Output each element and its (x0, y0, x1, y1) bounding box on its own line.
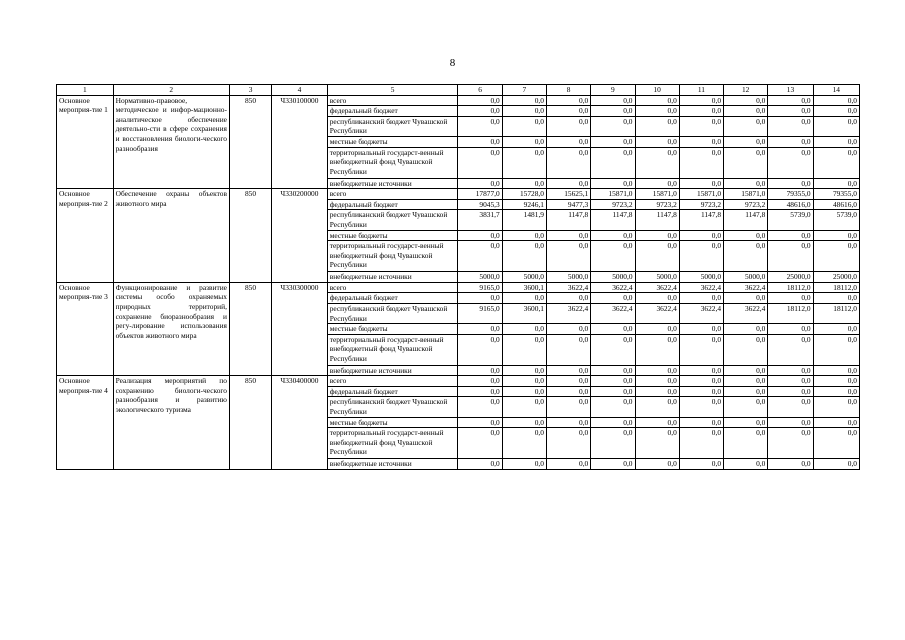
value-cell: 0,0 (813, 178, 859, 189)
value-cell: 0,0 (724, 334, 768, 365)
value-cell: 0,0 (591, 376, 635, 387)
value-cell: 0,0 (502, 428, 546, 459)
code-cell: Ч330200000 (272, 189, 328, 283)
header-cell: 11 (679, 85, 723, 96)
funding-source-cell: всего (327, 376, 458, 387)
value-cell: 5000,0 (458, 272, 502, 283)
value-cell: 0,0 (546, 147, 590, 178)
value-cell: 0,0 (635, 106, 679, 117)
funding-source-cell: территориальный государст-венный внебюджетный фонд Чувашской Республики (327, 147, 458, 178)
value-cell: 0,0 (768, 428, 813, 459)
grbs-cell: 850 (229, 95, 271, 189)
table-row (57, 376, 860, 387)
value-cell: 0,0 (591, 178, 635, 189)
value-cell: 25000,0 (768, 272, 813, 283)
value-cell: 9165,0 (458, 303, 502, 323)
value-cell: 0,0 (591, 106, 635, 117)
header-cell: 7 (502, 85, 546, 96)
funding-source-cell: территориальный государст-венный внебюджетный фонд Чувашской Республики (327, 334, 458, 365)
value-cell: 0,0 (502, 417, 546, 428)
value-cell: 0,0 (724, 178, 768, 189)
event-title-cell: Реализация мероприятий по сохранению биологи-ческого разнообразия и развитию экологического туризма (113, 376, 229, 470)
value-cell: 0,0 (768, 147, 813, 178)
value-cell: 0,0 (458, 324, 502, 335)
header-cell: 1 (57, 85, 114, 96)
funding-source-cell: территориальный государст-венный внебюджетный фонд Чувашской Республики (327, 428, 458, 459)
value-cell: 3622,4 (724, 303, 768, 323)
value-cell: 15871,0 (724, 189, 768, 200)
table-row (57, 282, 860, 293)
value-cell: 0,0 (591, 459, 635, 470)
value-cell: 5739,0 (768, 210, 813, 230)
value-cell: 0,0 (679, 417, 723, 428)
value-cell: 25000,0 (813, 272, 859, 283)
code-cell: Ч330400000 (272, 376, 328, 470)
event-title-cell: Нормативно-правовое, методическое и инфор-мационно-аналитическое обеспечение деятельно-сти в сфере сохранения и восстановления биологи-ческого разнообразия (113, 95, 229, 189)
value-cell: 0,0 (768, 459, 813, 470)
value-cell: 0,0 (768, 106, 813, 117)
value-cell: 15728,0 (502, 189, 546, 200)
value-cell: 0,0 (591, 293, 635, 304)
header-cell: 4 (272, 85, 328, 96)
value-cell: 0,0 (679, 147, 723, 178)
value-cell: 0,0 (458, 397, 502, 417)
value-cell: 0,0 (591, 116, 635, 136)
value-cell: 0,0 (724, 106, 768, 117)
value-cell: 3831,7 (458, 210, 502, 230)
value-cell: 15871,0 (679, 189, 723, 200)
value-cell: 3622,4 (635, 282, 679, 293)
value-cell: 0,0 (635, 230, 679, 241)
header-cell: 8 (546, 85, 590, 96)
value-cell: 0,0 (679, 95, 723, 106)
value-cell: 0,0 (502, 334, 546, 365)
value-cell: 0,0 (502, 147, 546, 178)
event-name-cell: Основное мероприя-тие 3 (57, 282, 114, 376)
value-cell: 9246,1 (502, 199, 546, 210)
budget-table (56, 84, 860, 470)
value-cell: 0,0 (546, 397, 590, 417)
value-cell: 0,0 (679, 365, 723, 376)
value-cell: 0,0 (813, 136, 859, 147)
value-cell: 0,0 (635, 136, 679, 147)
value-cell: 0,0 (591, 417, 635, 428)
value-cell: 0,0 (546, 386, 590, 397)
value-cell: 0,0 (458, 136, 502, 147)
value-cell: 5000,0 (724, 272, 768, 283)
funding-source-cell: республиканский бюджет Чувашской Республики (327, 397, 458, 417)
value-cell: 15871,0 (635, 189, 679, 200)
value-cell: 0,0 (591, 365, 635, 376)
value-cell: 5000,0 (546, 272, 590, 283)
header-cell: 14 (813, 85, 859, 96)
value-cell: 5000,0 (502, 272, 546, 283)
value-cell: 0,0 (813, 106, 859, 117)
value-cell: 0,0 (768, 365, 813, 376)
value-cell: 0,0 (679, 230, 723, 241)
funding-source-cell: республиканский бюджет Чувашской Республики (327, 116, 458, 136)
event-name-cell: Основное мероприя-тие 4 (57, 376, 114, 470)
value-cell: 0,0 (679, 324, 723, 335)
value-cell: 0,0 (502, 178, 546, 189)
value-cell: 0,0 (502, 136, 546, 147)
value-cell: 0,0 (458, 293, 502, 304)
value-cell: 5000,0 (591, 272, 635, 283)
value-cell: 0,0 (635, 365, 679, 376)
value-cell: 0,0 (502, 376, 546, 387)
value-cell: 9477,3 (546, 199, 590, 210)
value-cell: 0,0 (546, 365, 590, 376)
value-cell: 0,0 (724, 147, 768, 178)
value-cell: 0,0 (546, 293, 590, 304)
header-cell: 13 (768, 85, 813, 96)
value-cell: 0,0 (813, 116, 859, 136)
value-cell: 0,0 (591, 95, 635, 106)
funding-source-cell: местные бюджеты (327, 324, 458, 335)
funding-source-cell: федеральный бюджет (327, 386, 458, 397)
funding-source-cell: внебюджетные источники (327, 178, 458, 189)
value-cell: 0,0 (502, 293, 546, 304)
value-cell: 0,0 (724, 428, 768, 459)
value-cell: 0,0 (635, 417, 679, 428)
event-name-cell: Основное мероприя-тие 2 (57, 189, 114, 283)
value-cell: 9165,0 (458, 282, 502, 293)
value-cell: 0,0 (768, 241, 813, 272)
value-cell: 0,0 (813, 334, 859, 365)
value-cell: 0,0 (813, 95, 859, 106)
value-cell: 9723,2 (679, 199, 723, 210)
value-cell: 17877,0 (458, 189, 502, 200)
value-cell: 0,0 (458, 376, 502, 387)
value-cell: 0,0 (813, 293, 859, 304)
value-cell: 0,0 (635, 95, 679, 106)
grbs-cell: 850 (229, 282, 271, 376)
value-cell: 5000,0 (679, 272, 723, 283)
value-cell: 0,0 (458, 334, 502, 365)
event-name-cell: Основное мероприя-тие 1 (57, 95, 114, 189)
value-cell: 48616,0 (813, 199, 859, 210)
value-cell: 0,0 (546, 459, 590, 470)
value-cell: 0,0 (813, 376, 859, 387)
funding-source-cell: республиканский бюджет Чувашской Республики (327, 303, 458, 323)
value-cell: 0,0 (724, 324, 768, 335)
value-cell: 5000,0 (635, 272, 679, 283)
value-cell: 3622,4 (635, 303, 679, 323)
value-cell: 15625,1 (546, 189, 590, 200)
value-cell: 0,0 (679, 178, 723, 189)
value-cell: 0,0 (502, 386, 546, 397)
header-cell: 6 (458, 85, 502, 96)
value-cell: 3622,4 (679, 303, 723, 323)
value-cell: 0,0 (635, 293, 679, 304)
value-cell: 0,0 (768, 116, 813, 136)
funding-source-cell: местные бюджеты (327, 136, 458, 147)
value-cell: 0,0 (635, 386, 679, 397)
value-cell: 0,0 (635, 178, 679, 189)
funding-source-cell: федеральный бюджет (327, 199, 458, 210)
value-cell: 0,0 (635, 428, 679, 459)
value-cell: 0,0 (635, 324, 679, 335)
header-cell: 3 (229, 85, 271, 96)
code-cell: Ч330100000 (272, 95, 328, 189)
value-cell: 0,0 (635, 334, 679, 365)
value-cell: 0,0 (635, 376, 679, 387)
value-cell: 3622,4 (724, 282, 768, 293)
value-cell: 0,0 (546, 178, 590, 189)
value-cell: 0,0 (768, 178, 813, 189)
funding-source-cell: всего (327, 95, 458, 106)
value-cell: 0,0 (502, 230, 546, 241)
value-cell: 0,0 (546, 334, 590, 365)
value-cell: 0,0 (546, 241, 590, 272)
value-cell: 0,0 (679, 428, 723, 459)
value-cell: 0,0 (502, 397, 546, 417)
value-cell: 0,0 (502, 365, 546, 376)
value-cell: 0,0 (591, 147, 635, 178)
value-cell: 0,0 (635, 147, 679, 178)
value-cell: 0,0 (724, 397, 768, 417)
value-cell: 1147,8 (635, 210, 679, 230)
value-cell: 0,0 (724, 95, 768, 106)
value-cell: 0,0 (813, 428, 859, 459)
value-cell: 0,0 (458, 95, 502, 106)
value-cell: 0,0 (635, 241, 679, 272)
value-cell: 0,0 (813, 147, 859, 178)
value-cell: 0,0 (813, 459, 859, 470)
value-cell: 0,0 (768, 136, 813, 147)
value-cell: 0,0 (591, 386, 635, 397)
value-cell: 0,0 (502, 116, 546, 136)
header-cell: 9 (591, 85, 635, 96)
value-cell: 0,0 (679, 241, 723, 272)
value-cell: 0,0 (813, 365, 859, 376)
value-cell: 0,0 (679, 293, 723, 304)
grbs-cell: 850 (229, 376, 271, 470)
value-cell: 0,0 (768, 397, 813, 417)
header-cell: 12 (724, 85, 768, 96)
value-cell: 9045,3 (458, 199, 502, 210)
value-cell: 15871,0 (591, 189, 635, 200)
value-cell: 0,0 (458, 386, 502, 397)
funding-source-cell: внебюджетные источники (327, 459, 458, 470)
value-cell: 3600,1 (502, 303, 546, 323)
value-cell: 0,0 (502, 106, 546, 117)
value-cell: 0,0 (768, 376, 813, 387)
value-cell: 0,0 (502, 459, 546, 470)
table-body (57, 85, 860, 470)
funding-source-cell: внебюджетные источники (327, 272, 458, 283)
value-cell: 0,0 (679, 106, 723, 117)
funding-source-cell: республиканский бюджет Чувашской Республики (327, 210, 458, 230)
value-cell: 0,0 (591, 136, 635, 147)
value-cell: 9723,2 (591, 199, 635, 210)
event-title-cell: Функционирование и развитие системы особо охраняемых природных территорий, сохранение биоразнообразия и регу-лирование использования объектов животного мира (113, 282, 229, 376)
value-cell: 0,0 (546, 136, 590, 147)
value-cell: 0,0 (768, 334, 813, 365)
value-cell: 0,0 (458, 116, 502, 136)
funding-source-cell: федеральный бюджет (327, 293, 458, 304)
value-cell: 0,0 (768, 230, 813, 241)
value-cell: 3622,4 (679, 282, 723, 293)
value-cell: 79355,0 (768, 189, 813, 200)
value-cell: 18112,0 (768, 303, 813, 323)
value-cell: 5739,0 (813, 210, 859, 230)
value-cell: 0,0 (724, 376, 768, 387)
value-cell: 0,0 (635, 116, 679, 136)
value-cell: 0,0 (679, 334, 723, 365)
value-cell: 0,0 (458, 241, 502, 272)
value-cell: 0,0 (813, 386, 859, 397)
table-row (57, 189, 860, 200)
funding-source-cell: всего (327, 189, 458, 200)
value-cell: 0,0 (591, 241, 635, 272)
value-cell: 0,0 (458, 178, 502, 189)
value-cell: 18112,0 (768, 282, 813, 293)
value-cell: 0,0 (458, 417, 502, 428)
funding-source-cell: местные бюджеты (327, 417, 458, 428)
event-title-cell: Обеспечение охраны объектов животного мира (113, 189, 229, 283)
value-cell: 0,0 (458, 230, 502, 241)
value-cell: 0,0 (679, 116, 723, 136)
value-cell: 0,0 (679, 136, 723, 147)
value-cell: 1481,9 (502, 210, 546, 230)
value-cell: 0,0 (458, 365, 502, 376)
value-cell: 0,0 (813, 230, 859, 241)
value-cell: 0,0 (679, 459, 723, 470)
value-cell: 0,0 (768, 386, 813, 397)
header-cell: 2 (113, 85, 229, 96)
value-cell: 0,0 (502, 324, 546, 335)
value-cell: 0,0 (546, 428, 590, 459)
value-cell: 0,0 (768, 293, 813, 304)
value-cell: 79355,0 (813, 189, 859, 200)
value-cell: 0,0 (458, 428, 502, 459)
value-cell: 0,0 (546, 95, 590, 106)
grbs-cell: 850 (229, 189, 271, 283)
value-cell: 0,0 (724, 241, 768, 272)
value-cell: 18112,0 (813, 303, 859, 323)
value-cell: 0,0 (546, 417, 590, 428)
value-cell: 0,0 (591, 428, 635, 459)
value-cell: 0,0 (458, 147, 502, 178)
value-cell: 0,0 (546, 106, 590, 117)
value-cell: 1147,8 (591, 210, 635, 230)
value-cell: 0,0 (724, 417, 768, 428)
page-number: 8 (449, 57, 456, 69)
value-cell: 1147,8 (546, 210, 590, 230)
value-cell: 0,0 (724, 459, 768, 470)
value-cell: 3622,4 (546, 303, 590, 323)
value-cell: 3622,4 (546, 282, 590, 293)
value-cell: 0,0 (546, 230, 590, 241)
value-cell: 9723,2 (724, 199, 768, 210)
value-cell: 0,0 (679, 397, 723, 417)
value-cell: 0,0 (813, 417, 859, 428)
value-cell: 0,0 (768, 95, 813, 106)
value-cell: 3622,4 (591, 282, 635, 293)
value-cell: 0,0 (591, 397, 635, 417)
value-cell: 0,0 (813, 397, 859, 417)
value-cell: 0,0 (724, 365, 768, 376)
value-cell: 0,0 (724, 116, 768, 136)
funding-source-cell: местные бюджеты (327, 230, 458, 241)
code-cell: Ч330300000 (272, 282, 328, 376)
value-cell: 0,0 (546, 324, 590, 335)
value-cell: 18112,0 (813, 282, 859, 293)
value-cell: 0,0 (546, 376, 590, 387)
value-cell: 0,0 (458, 459, 502, 470)
value-cell: 3600,1 (502, 282, 546, 293)
header-cell: 5 (327, 85, 458, 96)
value-cell: 0,0 (768, 417, 813, 428)
funding-source-cell: территориальный государст-венный внебюджетный фонд Чувашской Республики (327, 241, 458, 272)
value-cell: 0,0 (591, 230, 635, 241)
value-cell: 0,0 (724, 136, 768, 147)
value-cell: 0,0 (679, 386, 723, 397)
value-cell: 0,0 (635, 397, 679, 417)
header-row (57, 85, 860, 96)
value-cell: 0,0 (724, 293, 768, 304)
value-cell: 0,0 (679, 376, 723, 387)
funding-source-cell: федеральный бюджет (327, 106, 458, 117)
value-cell: 0,0 (768, 324, 813, 335)
value-cell: 0,0 (502, 95, 546, 106)
value-cell: 0,0 (813, 324, 859, 335)
table-row (57, 95, 860, 106)
value-cell: 1147,8 (679, 210, 723, 230)
value-cell: 0,0 (591, 334, 635, 365)
value-cell: 0,0 (591, 324, 635, 335)
funding-source-cell: всего (327, 282, 458, 293)
value-cell: 0,0 (502, 241, 546, 272)
value-cell: 0,0 (724, 386, 768, 397)
value-cell: 1147,8 (724, 210, 768, 230)
value-cell: 48616,0 (768, 199, 813, 210)
funding-source-cell: внебюджетные источники (327, 365, 458, 376)
value-cell: 0,0 (458, 106, 502, 117)
value-cell: 0,0 (635, 459, 679, 470)
header-cell: 10 (635, 85, 679, 96)
value-cell: 3622,4 (591, 303, 635, 323)
value-cell: 0,0 (724, 230, 768, 241)
value-cell: 0,0 (546, 116, 590, 136)
value-cell: 0,0 (813, 241, 859, 272)
value-cell: 9723,2 (635, 199, 679, 210)
